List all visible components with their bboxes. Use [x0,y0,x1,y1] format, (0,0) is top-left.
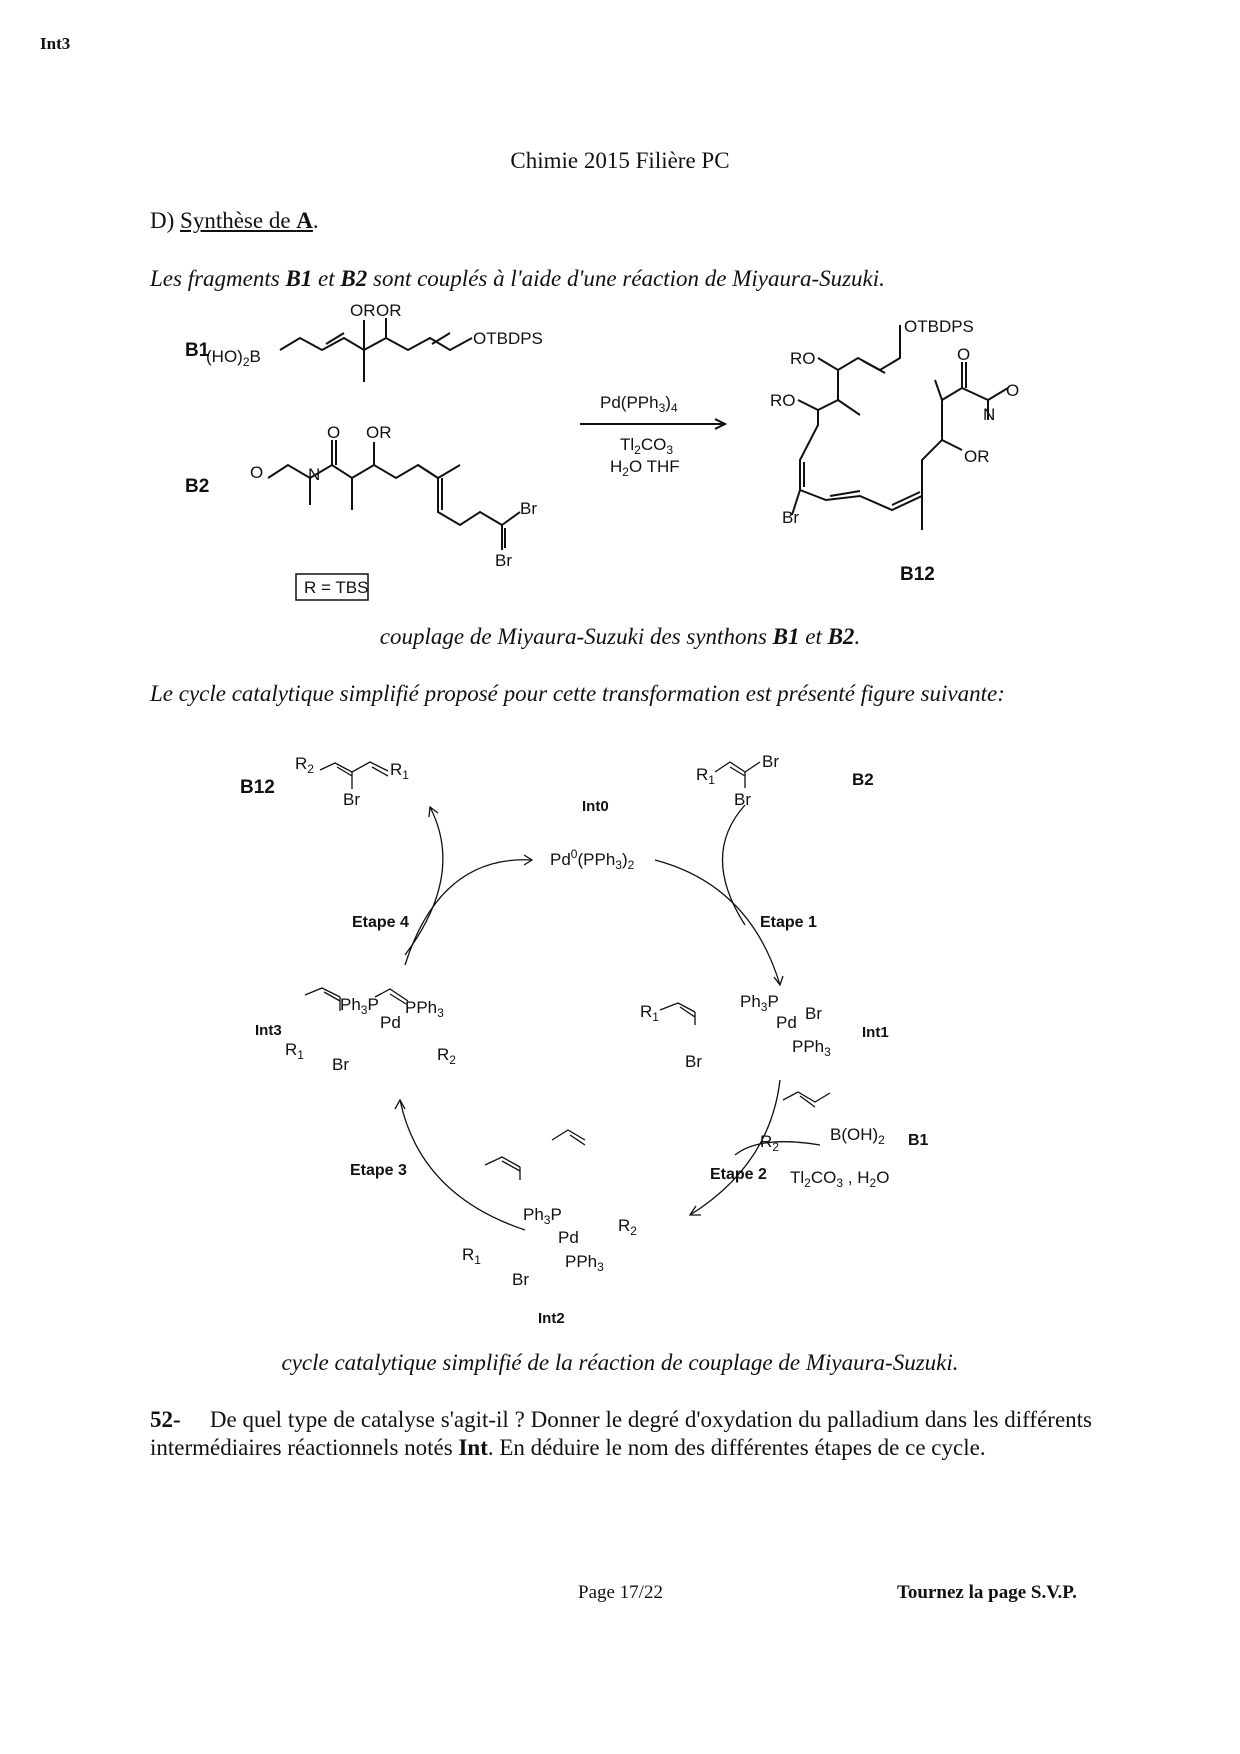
etape1-label: Etape 1 [760,914,817,931]
section-prefix: D) [150,208,175,233]
tl2co3-reagent: $Tl_2CO_3$ , $H_2O$ [790,1168,890,1190]
int3-ph3p: $Ph_3P$ [340,995,379,1017]
page-number: Page 17/22 [578,1582,663,1603]
B2-label: B2 [185,476,210,497]
B12-nitrogen: N [983,405,996,424]
etape4-label: Etape 4 [352,914,409,931]
scheme-caption: couplage de Miyaura-Suzuki des synthons B1 et B2. [379,624,861,649]
B2-oxygen-methoxy: O [250,463,264,482]
int2-label: Int2 [538,1310,565,1327]
B2-Br-2: Br [734,790,751,809]
B1-R2: $R_2$ [760,1132,779,1154]
int2-R2: $R_2$ [618,1216,637,1238]
cycle-B12-label: B12 [240,777,275,798]
B2-Br-1: Br [762,752,779,771]
int2-Br: Br [512,1270,529,1289]
B1-label: B1 [185,340,210,361]
int3-Pd: Pd [380,1013,401,1032]
otbdps-label-2: OTBDPS [904,317,974,336]
B2-carbonyl-O: O [327,423,341,442]
B12-label: B12 [900,564,935,585]
int2-ph3p: $Ph_3P$ [523,1205,562,1227]
etape2-label: Etape 2 [710,1166,767,1183]
B12-carbonyl-O: O [957,345,971,364]
Br-label-1: Br [520,499,537,518]
RO-label-2: RO [770,391,796,410]
int2-R1: $R_1$ [462,1245,481,1267]
question-number: 52- [150,1407,181,1432]
pd0-complex: $Pd^0(PPh_3)_2$ [550,847,635,872]
page-header: Chimie 2015 Filière PC [510,148,730,173]
int2-Pd: Pd [558,1228,579,1247]
cycle-B1-label: B1 [908,1132,929,1149]
cycle-intro: Le cycle catalytique simplifié proposé pour cette transformation est présenté figure suivante: [150,681,1005,706]
int1-ph3p: $Ph_3P$ [740,992,779,1014]
int1-label: Int1 [862,1024,889,1041]
int3-label: Int3 [255,1022,282,1039]
OR-label-2: OR [376,301,402,320]
OR-label-4: OR [964,447,990,466]
reagent-pd: $Pd(PPh_3)_4$ [600,393,678,415]
RO-label-1: RO [790,349,816,368]
B12-R2: $R_2$ [295,754,314,776]
boron-group: $(HO)_2B$ [206,347,261,369]
R-definition-box: R = TBS [304,578,369,597]
OR-label-1: OR [350,301,376,320]
B1-boronic: $B(OH)_2$ [830,1125,885,1147]
int3-R1: $R_1$ [285,1040,304,1062]
etape3-label: Etape 3 [350,1162,407,1179]
section-title-text: Synthèse de A [180,208,313,233]
OR-label-3: OR [366,423,392,442]
catalytic-cycle [240,745,1020,1330]
int1-R1: $R_1$ [640,1002,659,1024]
int1-Br2: Br [685,1052,702,1071]
reaction-scheme [180,300,1080,610]
int0-label: Int0 [582,798,609,815]
turn-page-note: Tournez la page S.V.P. [897,1582,1077,1603]
int1-Br: Br [805,1004,822,1023]
int3-R2: $R_2$ [437,1045,456,1067]
question-52: 52- De quel type de catalyse s'agit-il ? Donner le degré d'oxydation du palladium dans les différents intermédiaires réactionnels notés Int. En déduire le nom des différentes étapes de ce cycle. [150,1407,1092,1460]
B12-R1: $R_1$ [390,760,409,782]
int3-pph3: PPh$_3$ [405,998,444,1020]
int1-Pd: Pd [776,1013,797,1032]
reagent-tl2co3: $Tl_2CO_3$ [620,435,674,457]
int3-Br: Br [332,1055,349,1074]
intro-sentence: Les fragments B1 et B2 sont couplés à l'aide d'une réaction de Miyaura-Suzuki. [150,266,885,291]
B2-nitrogen: N [308,465,321,484]
cycle-caption: cycle catalytique simplifié de la réaction de couplage de Miyaura-Suzuki. [281,1350,959,1375]
B12-oxygen-methoxy: O [1006,381,1020,400]
section-title: D) Synthèse de A. [150,208,319,233]
Br-label-2: Br [495,551,512,570]
cycle-B2-label: B2 [852,770,874,789]
otbdps-label-1: OTBDPS [473,329,543,348]
int2-pph3: PPh$_3$ [565,1252,604,1274]
B12-Br: Br [343,790,360,809]
Br-label-3: Br [782,508,799,527]
int1-pph3: PPh$_3$ [792,1037,831,1059]
B2-R1: $R_1$ [696,765,715,787]
corner-label: Int3 [40,34,71,53]
reagent-solvent: $H_2O$ THF [610,457,680,479]
